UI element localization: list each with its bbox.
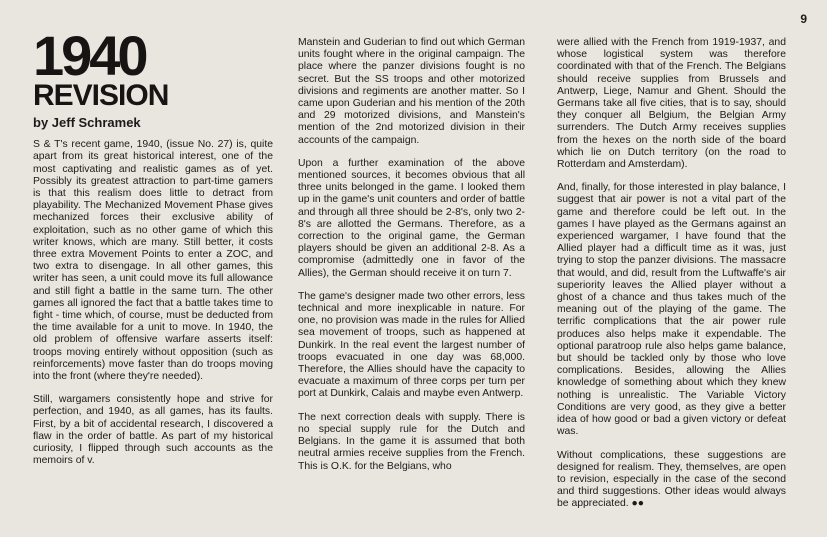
paragraph: were allied with the French from 1919-1937, and whose logistical system was therefore coordinated with that of the French. The Belgians should receive supplies from Brussels and Antwerp, Liege, Namur and Ghent. Should the Germans take all five cities, that is to say, should they conquer all Belgium, the Belgian Army surrenders. The Dutch Army receives supplies from the hexes on the north side of the board which lie on Dutch territory (on the road to Rotterdam and Amsterdam). <box>557 37 786 171</box>
paragraph: Manstein and Guderian to find out which German units fought where in the original campaign. The place where the panzer divisions fought is no secret. But the SS troops and other motorized divisions and regiments are another matter. So I came upon Guderian and his mention of the 20th and 29 motorized divisions, and Manstein's mention of the 2nd motorized division in their accounts of the campaign. <box>298 37 525 146</box>
page-number: 9 <box>800 12 807 26</box>
article-title: 1940 <box>33 24 146 87</box>
paragraph: Upon a further examination of the above mentioned sources, it becomes obvious that all three units belonged in the game. I looked them up in the game's unit counters and order of battle and through all three should be 2-8's, only two 2-8's are allotted the Germans. Therefore, as a correction to the original game, the German players should be given an additional 2-8. As a compromise (admittedly one in favor of the Allies), the German should receive it on turn 7. <box>298 157 525 279</box>
paragraph: Without complications, these suggestions are designed for realism. They, themselves, are open to revision, especially in the case of the second and third suggestions. Other ideas would always be appreciated. ●● <box>557 449 786 510</box>
paragraph: The game's designer made two other errors, less technical and more inexplicable in nature. For one, no provision was made in the rules for Allied sea movement of troops, such as happened at Dunkirk. In the real event the largest number of troops evacuated in one day was 68,000. Therefore, the Allies should have the capacity to evacuate a maximum of three corps per turn per port at Dunkirk, Calais and maybe even Antwerp. <box>298 290 525 400</box>
paragraph: And, finally, for those interested in play balance, I suggest that air power is not a vital part of the game and therefore could be left out. In the games I have played as the Germans against an experienced wargamer, I have found that the Allied player had a difficult time as it was, just trying to stop the panzer divisions. The massacre that would, and did, result from the Luftwaffe's air superiority leaves the Allied player without a ghost of a chance and thus takes much of the meaning out of the playing of the game. The terrific complications that the air power rule produces also helps make it expendable. The optional paratroop rule also helps game balance, but should be tackled only by those who love complications. Besides, allowing the Allies knowledge of something about which they knew nothing is unrealistic. The Variable Victory Conditions are very good, as they give a better idea of how good or bad a given victory or defeat was. <box>557 182 786 438</box>
column-1 <box>33 0 273 478</box>
article-subtitle: REVISION <box>33 79 169 112</box>
paragraph: S & T's recent game, 1940, (issue No. 27) is, quite apart from its great historical interest, one of the most captivating and realistic games as of yet. Possibly its greatest attraction to part-time gamers is that this realism does little to detract from playability. The Mechanized Movement Phase gives mechanized forces their exclusive ability of exploitation, such as no other game of which this writer knows, which are many. Still better, it costs three extra Movement Points to enter a ZOC, and two extra to disengage. In all other games, this writer has seen, a unit could move its full allowance and still fight a battle in the same turn. The other games all ignored the fact that a battle takes time to fight - time which, of course, must be deducted from the time available for a unit to move. In 1940, the old problem of offensive warfare asserts itself: troops moving entirely without opposition (such as reinforcements) move faster than do troops moving into the front (where they're needed). <box>33 139 273 383</box>
column-2 <box>298 37 525 484</box>
byline: by Jeff Schramek <box>33 115 141 130</box>
column-3 <box>557 37 786 522</box>
paragraph: Still, wargamers consistently hope and strive for perfection, and 1940, as all games, has its faults. First, by a bit of accidental research, I discovered a flaw in the order of battle. As part of my historical curiosity, I flipped through such accounts as the memoirs of v. <box>33 394 273 467</box>
paragraph: The next correction deals with supply. There is no special supply rule for the Dutch and Belgians. In the game it is assumed that both neutral armies receive supplies from the French. This is O.K. for the Belgians, who <box>298 411 525 472</box>
